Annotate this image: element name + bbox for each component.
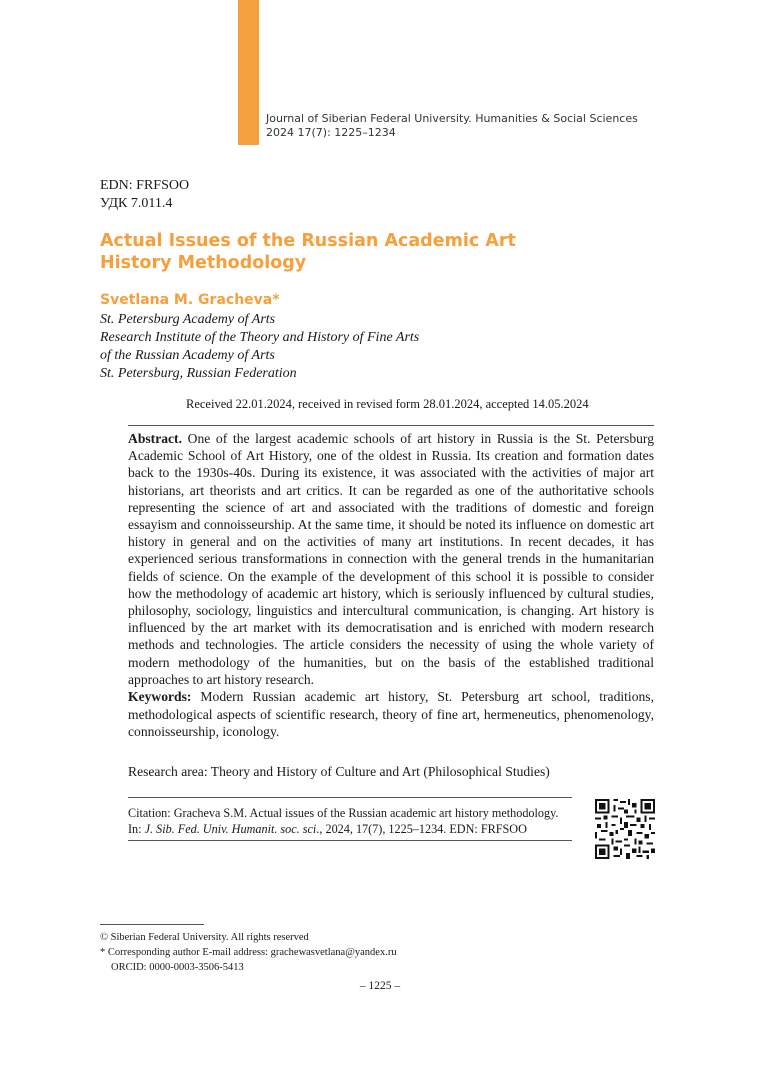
footnote-rule bbox=[100, 924, 204, 925]
accent-bar bbox=[238, 0, 259, 145]
keywords-text: Modern Russian academic art history, St. Petersburg art school, traditions, methodological aspects of scientific research, theory of fine art, hermeneutics, phenomenology, connoisseurship, iconology. bbox=[128, 689, 654, 739]
journal-volume: 2024 17(7): 1225–1234 bbox=[266, 126, 396, 139]
citation-top-rule bbox=[128, 797, 572, 798]
affiliation-line: of the Russian Academy of Arts bbox=[100, 348, 275, 363]
affiliation-line: Research Institute of the Theory and History of Fine Arts bbox=[100, 330, 420, 345]
copyright-note: © Siberian Federal University. All rights reserved bbox=[100, 932, 309, 943]
citation-bottom-rule bbox=[128, 840, 572, 841]
affiliation-line: St. Petersburg Academy of Arts bbox=[100, 312, 276, 327]
qr-code-icon bbox=[595, 799, 655, 859]
citation bbox=[128, 805, 578, 837]
title-line-2: History Methodology bbox=[100, 253, 307, 273]
article-title bbox=[100, 230, 520, 274]
received-dates: Received 22.01.2024, received in revised form 28.01.2024, accepted 14.05.2024 bbox=[186, 397, 589, 411]
edn: EDN: FRFSOO bbox=[100, 178, 190, 193]
identifiers bbox=[100, 177, 189, 213]
title-line-1: Actual Issues of the Russian Academic Art bbox=[100, 231, 516, 251]
author-name: Svetlana M. Gracheva* bbox=[100, 292, 280, 308]
orcid-note: ORCID: 0000-0003-3506-5413 bbox=[111, 962, 244, 973]
citation-line-2 bbox=[128, 821, 578, 837]
citation-rest: ., 2024, 17(7), 1225–1234. EDN: FRFSOO bbox=[316, 822, 527, 836]
udk: УДК 7.011.4 bbox=[100, 196, 173, 211]
abstract-label: Abstract. bbox=[128, 431, 182, 446]
citation-in-label: In: bbox=[128, 822, 145, 836]
footnotes bbox=[100, 930, 397, 975]
page-number: – 1225 – bbox=[359, 980, 401, 992]
journal-name: Journal of Siberian Federal University. Humanities & Social Sciences bbox=[266, 112, 638, 125]
citation-journal: J. Sib. Fed. Univ. Humanit. soc. sci bbox=[144, 822, 317, 836]
affiliation bbox=[100, 311, 419, 383]
journal-header bbox=[266, 112, 638, 140]
research-area: Research area: Theory and History of Culture and Art (Philosophical Studies) bbox=[128, 764, 550, 779]
abstract bbox=[128, 430, 654, 688]
keywords bbox=[128, 688, 654, 741]
affiliation-line: St. Petersburg, Russian Federation bbox=[100, 366, 297, 381]
abstract-text: One of the largest academic schools of art history in Russia is the St. Petersburg Academic School of Art History, one of the oldest in Russia. Its creation and formation dates back to the 1930s-40s. During its existence, it was associated with the activities of major art historians, art theorists and art critics. It can be regarded as one of the authoritative schools representing the science of art and associated with the traditions of domestic and foreign essayism and connoisseurship. At the same time, it should be noted its influence on domestic art history in general and on the activities of many art institutions. In recent decades, it has experienced serious transformations in connection with the general trends in the humanitarian fields of science. On the example of the development of this school it is possible to consider how the methodology of academic art history, which is seriously influenced by cultural studies, philosophy, sociology, linguistics and intercultural communication, is changing. Art history is influenced by the art market with its democratisation and is enriched with modern research methods and technologies. The article considers the necessity of using the whole variety of modern methodology of the humanities, but on the basis of the established traditional approaches to art history research. bbox=[128, 431, 654, 687]
corresponding-author-note: * Corresponding author E-mail address: grachewasvetlana@yandex.ru bbox=[100, 947, 397, 958]
abstract-top-rule bbox=[128, 425, 654, 426]
keywords-label: Keywords: bbox=[128, 689, 192, 704]
citation-line-1: Citation: Gracheva S.M. Actual issues of the Russian academic art history methodology. bbox=[128, 806, 559, 820]
